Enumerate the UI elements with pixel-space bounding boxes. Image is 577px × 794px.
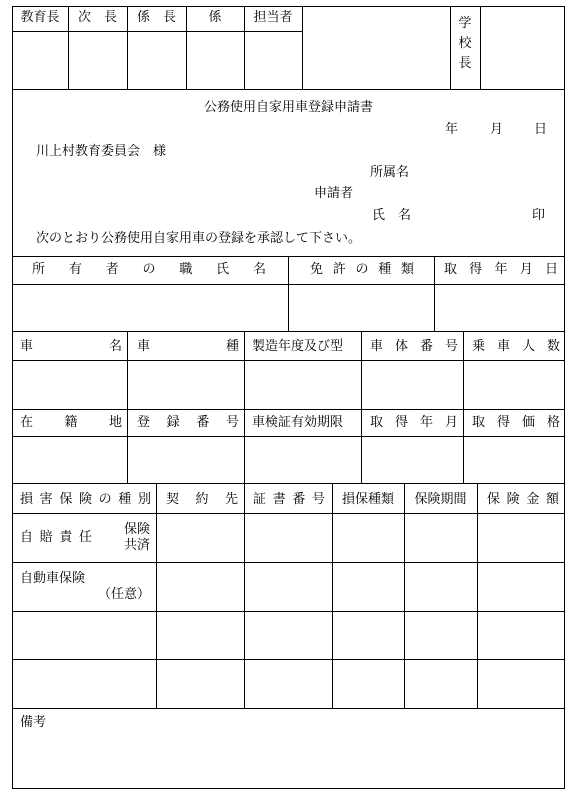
- divider: [12, 708, 565, 709]
- seal-label: 印: [532, 208, 546, 223]
- coverage-type-header: 損保種類: [341, 492, 394, 507]
- divider: [12, 483, 565, 484]
- form-frame: [12, 6, 565, 789]
- compulsory-insurance-label: 自 賠 責 任: [20, 530, 92, 545]
- divider: [480, 6, 481, 89]
- affiliation-label: 所属名: [370, 165, 410, 180]
- owner-header: 所 有 者 の 職 氏 名: [32, 262, 266, 277]
- approval-label-staff: 担当者: [253, 10, 293, 25]
- divider: [12, 562, 565, 563]
- approval-label-deputy: 次 長: [77, 10, 117, 25]
- divider: [332, 483, 333, 708]
- divider: [156, 483, 157, 708]
- divider: [244, 483, 245, 708]
- name-label: 氏 名: [372, 208, 412, 223]
- divider: [244, 331, 245, 483]
- capacity-header: 乗 車 人 数: [472, 339, 560, 354]
- divider: [12, 89, 565, 90]
- divider: [12, 436, 565, 437]
- model-year-header: 製造年度及び型: [252, 339, 344, 354]
- divider: [12, 284, 565, 285]
- car-name-header: 車 名: [20, 339, 122, 354]
- remarks-label: 備考: [20, 715, 47, 730]
- divider: [12, 611, 565, 612]
- auto-insurance-sub: （任意）: [98, 587, 151, 602]
- divider: [477, 483, 478, 708]
- divider: [12, 513, 565, 514]
- chassis-number-header: 車 体 番 号: [370, 339, 458, 354]
- inspection-expiry-header: 車検証有効期限: [252, 415, 344, 430]
- license-date-header: 取 得 年 月 日: [444, 262, 558, 277]
- compulsory-insurance-sub-1: 保険: [124, 522, 151, 537]
- request-text: 次のとおり公務使用自家用車の登録を承認して下さい。: [36, 231, 362, 246]
- compulsory-insurance-sub-2: 共済: [124, 538, 151, 553]
- divider: [12, 331, 565, 332]
- insurance-amount-header: 保 険 金 額: [487, 492, 559, 507]
- divider: [361, 331, 362, 483]
- divider: [302, 6, 303, 89]
- acquisition-month-header: 取 得 年 月: [370, 415, 458, 430]
- divider: [434, 256, 435, 331]
- divider: [404, 483, 405, 708]
- divider: [450, 6, 451, 89]
- date-day-label: 日: [534, 122, 548, 137]
- divider: [12, 360, 565, 361]
- divider: [288, 256, 289, 331]
- date-year-label: 年: [445, 122, 459, 137]
- approval-label-chief: 係 長: [136, 10, 176, 25]
- divider: [12, 659, 565, 660]
- principal-label: 学 校 長: [458, 16, 472, 71]
- divider: [127, 331, 128, 483]
- insurance-kind-header: 損 害 保 険 の 種 別: [20, 492, 151, 507]
- date-month-label: 月: [490, 122, 504, 137]
- contractor-header: 契 約 先: [166, 492, 238, 507]
- form-title: 公務使用自家用車登録申請書: [203, 100, 373, 115]
- acquisition-price-header: 取 得 価 格: [472, 415, 560, 430]
- divider: [12, 409, 565, 410]
- approval-label-superintendent: 教育長: [20, 10, 60, 25]
- car-type-header: 車 種: [137, 339, 239, 354]
- certificate-number-header: 証 書 番 号: [253, 492, 325, 507]
- insurance-period-header: 保険期間: [414, 492, 467, 507]
- addressee: 川上村教育委員会 様: [36, 144, 167, 159]
- auto-insurance-label: 自動車保険: [20, 571, 86, 586]
- license-type-header: 免 許 の 種 類: [310, 262, 414, 277]
- approval-label-section: 係: [208, 10, 222, 25]
- registered-location-header: 在 籍 地: [20, 415, 122, 430]
- divider: [463, 331, 464, 483]
- registration-number-header: 登 録 番 号: [137, 415, 239, 430]
- divider: [12, 31, 302, 32]
- applicant-label: 申請者: [314, 186, 354, 201]
